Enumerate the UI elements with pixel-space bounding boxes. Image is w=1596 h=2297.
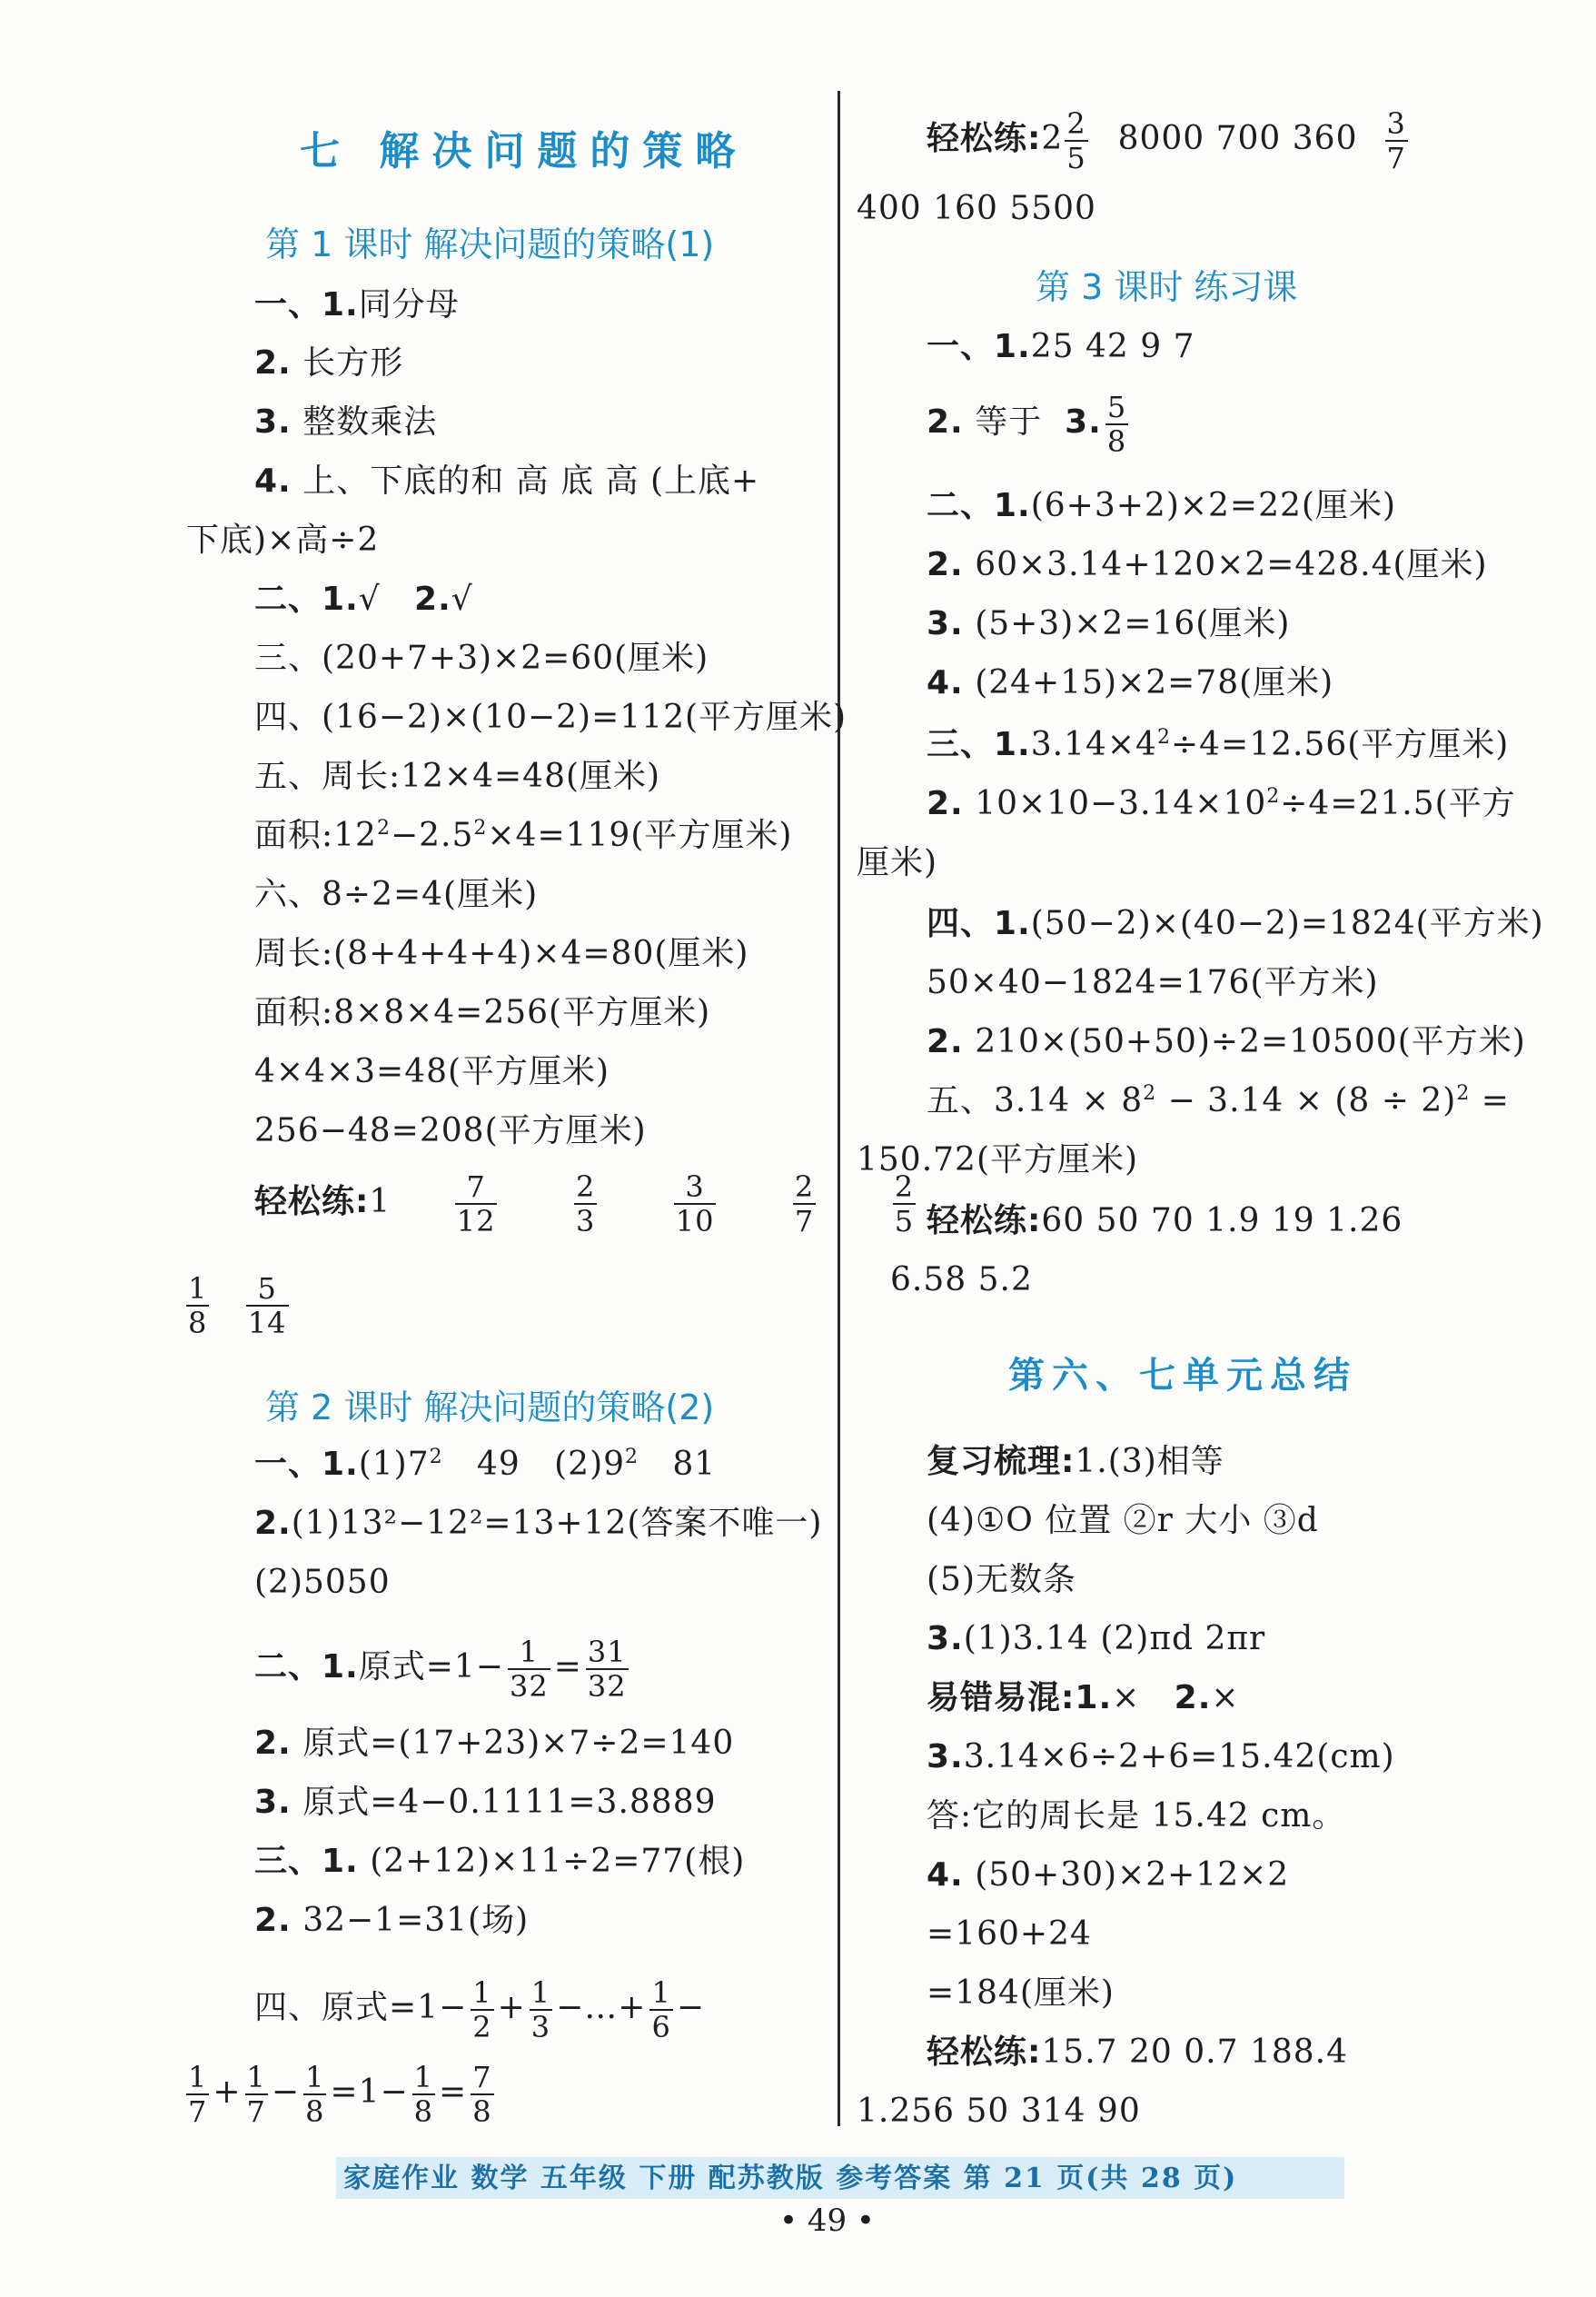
l1-q1-4-cont: 下底)×高÷2 <box>186 522 380 559</box>
fraction: $\frac{1}{6}$ <box>651 1975 671 2044</box>
lesson1-title: 第 1 课时 解决问题的策略(1) <box>265 224 715 264</box>
fraction: $\frac{1}{3}$ <box>530 1975 551 2044</box>
fraction: $\frac{1}{32}$ <box>509 1635 549 1704</box>
fraction: $\frac{7}{12}$ <box>456 1169 496 1238</box>
l2-q4: 四、原式=1− $\frac{1}{2}$ + $\frac{1}{3}$ −…+ $\frac{1}{6}$ − <box>254 1975 705 2044</box>
l1-q6-e: 256−48=208(平方厘米) <box>254 1112 647 1149</box>
l2-q4-cont: $\frac{1}{7}$ + $\frac{1}{7}$ − $\frac{1}{8}$ =1− $\frac{1}{8}$ = $\frac{7}{8}$ <box>188 2060 492 2129</box>
fraction: $\frac{2}{5}$ <box>1066 106 1086 175</box>
fraction: $\frac{1}{8}$ <box>413 2060 434 2129</box>
fraction: $\frac{3}{7}$ <box>1386 106 1406 175</box>
r-q1-2-3: 2. 等于 3. $\frac{5}{8}$ <box>927 390 1127 459</box>
fraction: $\frac{1}{8}$ <box>305 2060 325 2129</box>
l1-q1-1: 一、1.同分母 <box>254 286 460 323</box>
fraction: $\frac{2}{3}$ <box>575 1169 596 1238</box>
r-q3-2-cont: 厘米) <box>857 844 938 881</box>
fraction: $\frac{2}{7}$ <box>794 1169 815 1238</box>
l2-q2-1: 二、1.原式=1− $\frac{1}{32}$ = $\frac{31}{32}$ <box>254 1635 627 1704</box>
s-m4-c: =184(厘米) <box>927 1974 1115 2012</box>
r-q4-1: 四、1.(50−2)×(40−2)=1824(平方米) <box>927 905 1544 942</box>
footer-text: 家庭作业 数学 五年级 下册 配苏教版 参考答案 第 21 页(共 28 页) <box>343 2163 1238 2194</box>
l1-q5-area: 面积$:12^2-2.5^2\times 4=119$(平方厘米) <box>254 817 793 854</box>
l1-q6-a: 六、8÷2=4(厘米) <box>254 876 539 913</box>
r-q1-1: 一、1.25 42 9 7 <box>927 328 1195 365</box>
l2-q3-1: 三、1. (2+12)×11÷2=77(根) <box>254 1843 746 1880</box>
r-q4-2: 2. 210×(50+50)÷2=10500(平方米) <box>927 1023 1526 1060</box>
r-q4-1-b: 50×40−1824=176(平方米) <box>927 964 1379 1001</box>
fraction: $\frac{5}{8}$ <box>1106 390 1127 459</box>
fraction: $\frac{3}{10}$ <box>675 1169 715 1238</box>
l2-q2-3: 3. 原式=4−0.1111=3.8889 <box>254 1784 717 1821</box>
s-mistakes: 易错易混:1.× 2.× <box>927 1679 1240 1716</box>
fraction: $\frac{1}{7}$ <box>246 2060 266 2129</box>
r-easy: 轻松练:60 50 70 1.9 19 1.26 <box>927 1202 1403 1239</box>
s-easy: 轻松练:15.7 20 0.7 188.4 <box>927 2033 1349 2071</box>
r-q5: 五、$3.14 \times 8^2 - 3.14 \times (8 \div 2)^2$ = <box>927 1082 1510 1119</box>
l1-q2: 二、1.√ 2.√ <box>254 581 473 618</box>
r-q2-3: 3. (5+3)×2=16(厘米) <box>927 605 1291 642</box>
r-easy-cont: 6.58 5.2 <box>890 1261 1033 1298</box>
l1-q1-3: 3. 整数乘法 <box>254 403 438 441</box>
s-m3: 3.3.14×6÷2+6=15.42(cm) <box>927 1738 1395 1775</box>
fraction: $\frac{1}{2}$ <box>472 1975 492 2044</box>
s-review-1: 复习梳理:1.(3)相等 <box>927 1443 1224 1480</box>
chapter-title: 七 解决问题的策略 <box>300 128 748 174</box>
l2-q2-2: 2. 原式=(17+23)×7÷2=140 <box>254 1725 735 1762</box>
r-q2-1: 二、1.(6+3+2)×2=22(厘米) <box>927 487 1396 524</box>
r-q3-2: 2. $10\times 10-3.14\times 10^2\div 4=21.5$(平方 <box>927 785 1516 822</box>
l1-q1-2: 2. 长方形 <box>254 344 404 382</box>
fraction: $\frac{1}{7}$ <box>188 2060 208 2129</box>
r-easy-top: 轻松练:2 $\frac{2}{5}$ 8000 700 360 $\frac{3}{7}$ <box>927 106 1406 175</box>
l1-easy-practice-cont <box>186 1272 302 1339</box>
column-divider <box>838 91 840 2126</box>
l1-easy-practice: 轻松练:1 $\frac{7}{12}$ $\frac{2}{3}$ $\frac{3}{10}$ $\frac{2}{7}$ $\frac{2}{5}$ <box>254 1169 915 1238</box>
s-m4-b: =160+24 <box>927 1915 1092 1953</box>
l2-q1-2: 2.(1)13²−12²=13+12(答案不唯一) <box>254 1505 823 1542</box>
summary-title: 第六、七单元总结 <box>1008 1355 1357 1397</box>
l1-q6-d: 4×4×3=48(平方厘米) <box>254 1053 610 1090</box>
l1-q3: 三、(20+7+3)×2=60(厘米) <box>254 640 709 677</box>
page-number: • 49 • <box>779 2203 875 2239</box>
r-q5-cont: 150.72(平方厘米) <box>857 1141 1139 1178</box>
r-easy-top-cont: 400 160 5500 <box>857 190 1096 227</box>
s-review-5: (5)无数条 <box>927 1561 1076 1598</box>
l2-q1-2-b: (2)5050 <box>254 1564 391 1601</box>
r-q2-4: 4. (24+15)×2=78(厘米) <box>927 664 1334 701</box>
s-m4: 4. (50+30)×2+12×2 <box>927 1856 1290 1894</box>
fraction: $\frac{1}{8}$ <box>188 1271 208 1340</box>
s-m3-answer: 答:它的周长是 15.42 cm。 <box>927 1797 1346 1835</box>
fraction: $\frac{7}{8}$ <box>472 2060 492 2129</box>
r-q2-2: 2. 60×3.14+120×2=428.4(厘米) <box>927 546 1488 583</box>
s-review-4: (4)①O 位置 ②r 大小 ③d <box>927 1502 1319 1539</box>
fraction: $\frac{31}{32}$ <box>587 1635 627 1704</box>
s-easy-cont: 1.256 50 314 90 <box>857 2093 1141 2130</box>
s-review-3: 3.(1)3.14 (2)πd 2πr <box>927 1620 1266 1657</box>
l2-q1-1: 一、$1.(1)7^2$ 49 $(2)9^2$ 81 <box>254 1446 717 1483</box>
r-q3-1: 三、$1.3.14\times 4^2\div 4=12.56$(平方厘米) <box>927 726 1510 763</box>
l1-q6-c: 面积:8×8×4=256(平方厘米) <box>254 994 711 1031</box>
l1-q5-perimeter: 五、周长:12×4=48(厘米) <box>254 758 661 795</box>
l1-q6-b: 周长:(8+4+4+4)×4=80(厘米) <box>254 935 749 972</box>
l2-q3-2: 2. 32−1=31(场) <box>254 1902 530 1939</box>
l1-q4: 四、(16−2)×(10−2)=112(平方厘米) <box>254 699 848 736</box>
fraction: $\frac{5}{14}$ <box>247 1271 287 1340</box>
fraction: $\frac{2}{5}$ <box>894 1169 915 1238</box>
lesson2-title: 第 2 课时 解决问题的策略(2) <box>265 1387 715 1427</box>
l1-q1-4: 4. 上、下底的和 高 底 高 (上底+ <box>254 462 760 500</box>
lesson3-title: 第 3 课时 练习课 <box>1036 267 1298 307</box>
